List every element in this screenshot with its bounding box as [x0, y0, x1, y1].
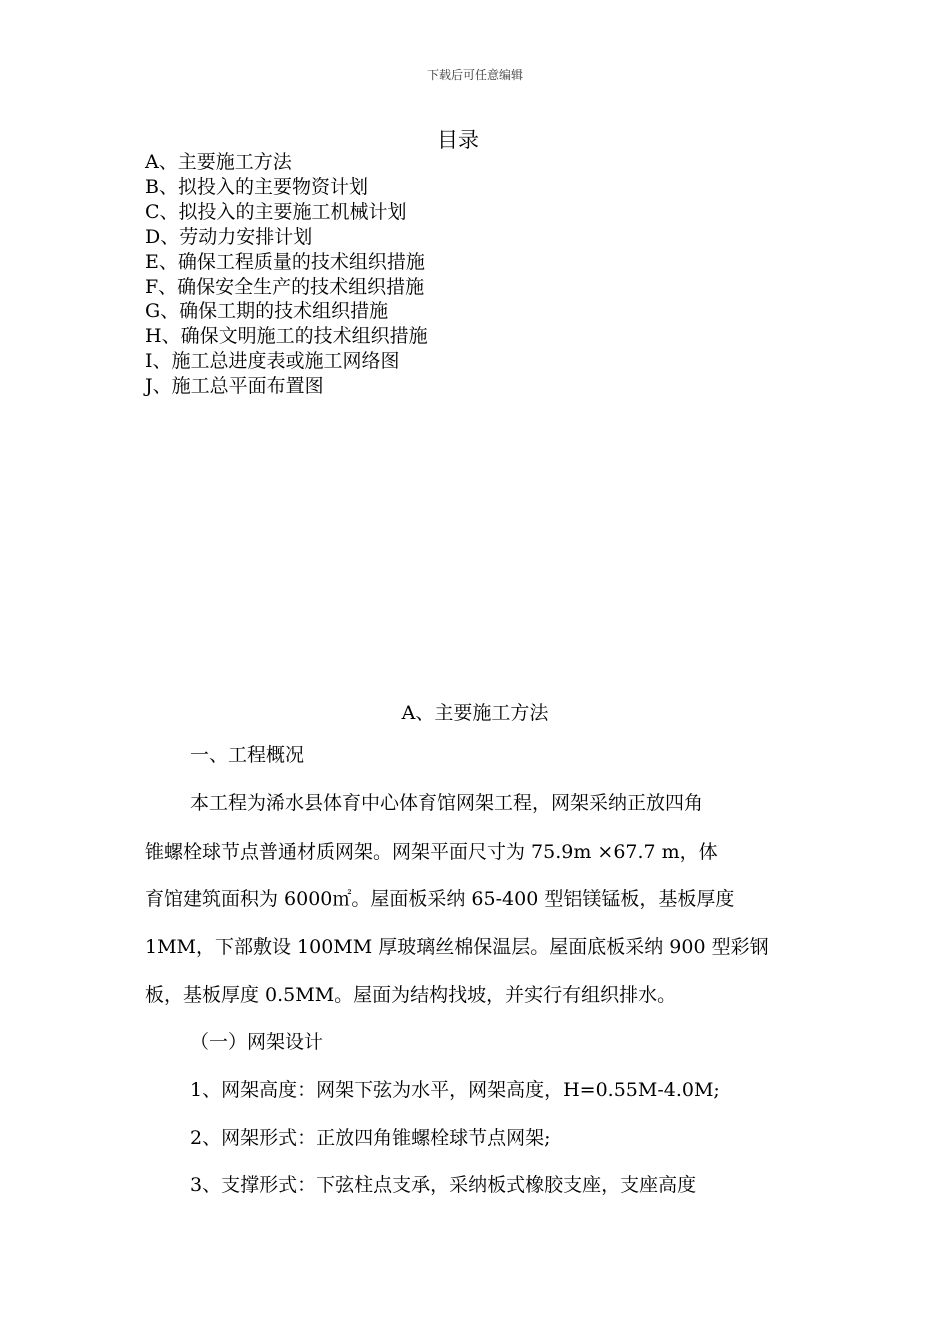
paragraph-line: 育馆建筑面积为 6000㎡。屋面板采纳 65-400 型铝镁锰板，基板厚度 [145, 888, 735, 910]
list-item: 2、网架形式：正放四角锥螺栓球节点网架; [190, 1127, 551, 1149]
toc-item: D、劳动力安排计划 [145, 225, 313, 248]
paragraph-line: 锥螺栓球节点普通材质网架。网架平面尺寸为 75.9m ×67.7 m，体 [145, 841, 718, 863]
paragraph-line: 板，基板厚度 0.5MM。屋面为结构找坡，并实行有组织排水。 [145, 984, 677, 1006]
toc-item: J、施工总平面布置图 [145, 375, 324, 398]
toc-item: H、确保文明施工的技术组织措施 [145, 325, 428, 348]
toc-item: G、确保工期的技术组织措施 [145, 300, 389, 323]
toc-item: I、施工总进度表或施工网络图 [145, 350, 400, 373]
section-heading: 一、工程概况 [190, 744, 305, 766]
section-title: A、主要施工方法 [401, 702, 549, 724]
toc-item: F、确保安全生产的技术组织措施 [145, 275, 425, 298]
paragraph-line: 1MM，下部敷设 100MM 厚玻璃丝棉保温层。屋面底板采纳 900 型彩钢 [145, 936, 769, 958]
toc-title: 目录 [437, 128, 479, 152]
page-header-note: 下载后可任意编辑 [426, 68, 523, 82]
toc-item: A、主要施工方法 [145, 151, 292, 173]
toc-item: B、拟投入的主要物资计划 [145, 175, 368, 198]
list-item: 1、网架高度：网架下弦为水平，网架高度，H=0.55M-4.0M; [190, 1079, 720, 1101]
subsection-heading: （一）网架设计 [190, 1031, 324, 1053]
list-item: 3、支撑形式：下弦柱点支承，采纳板式橡胶支座，支座高度 [190, 1174, 697, 1196]
toc-list [145, 150, 428, 399]
paragraph-line: 本工程为浠水县体育中心体育馆网架工程，网架采纳正放四角 [190, 792, 704, 814]
toc-item: C、拟投入的主要施工机械计划 [145, 200, 407, 223]
toc-item: E、确保工程质量的技术组织措施 [145, 250, 425, 273]
